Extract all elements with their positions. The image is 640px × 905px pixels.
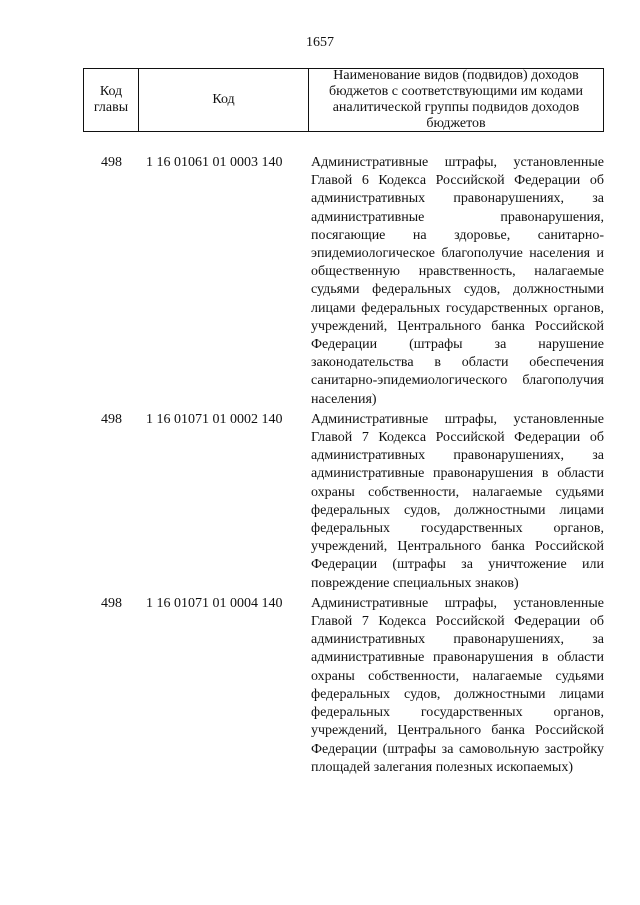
cell-code: 1 16 01071 01 0004 140 [146, 595, 283, 611]
cell-income-name: Административные штрафы, установленные Главой 7 Кодекса Российской Федерации об административных правонарушениях, за административные правонарушения в области охраны собственности, налагаемые судьями федеральных судов, должностными лицами федеральных государственных органов, учреждений, Центрального банка Российской Федерации (штрафы за самовольную застройку площадей залегания полезных ископаемых) [311, 595, 604, 775]
cell-code-chapter: 498 [101, 411, 122, 427]
table-row [83, 595, 604, 777]
cell-code-chapter: 498 [101, 595, 122, 611]
table-body [83, 154, 604, 777]
header-code-chapter: Код главы [84, 69, 139, 131]
header-income-name: Наименование видов (подвидов) доходов бюджетов с соответствующими им кодами аналитической группы подвидов доходов бюджетов [329, 68, 583, 131]
page-number: 1657 [306, 35, 334, 50]
header-code: Код [139, 69, 309, 131]
cell-code: 1 16 01061 01 0003 140 [146, 155, 283, 170]
cell-income-name: Административные штрафы, установленные Главой 7 Кодекса Российской Федерации об административных правонарушениях, за административные правонарушения в области охраны собственности, налагаемые судьями федеральных судов, должностными лицами федеральных государственных органов, учреждений, Центрального банка Российской Федерации (штрафы за уничтожение или повреждение специальных знаков) [311, 411, 604, 591]
cell-code-chapter: 498 [101, 155, 122, 170]
cell-income-name: Административные штрафы, установленные Главой 6 Кодекса Российской Федерации об административных правонарушениях, за административные правонарушения, посягающие на здоровье, санитарно-эпидемиологическое благополучие населения и общественную нравственность, налагаемые судьями федеральных судов, должностными лицами федеральных государственных органов, учреждений, Центрального банка Российской Федерации (штрафы за нарушение законодательства в области обеспечения санитарно-эпидемиологического благополучия населения) [311, 155, 604, 407]
table-row [83, 154, 604, 409]
table-row [83, 411, 604, 593]
cell-code: 1 16 01071 01 0002 140 [146, 411, 283, 427]
table-header [83, 68, 604, 132]
